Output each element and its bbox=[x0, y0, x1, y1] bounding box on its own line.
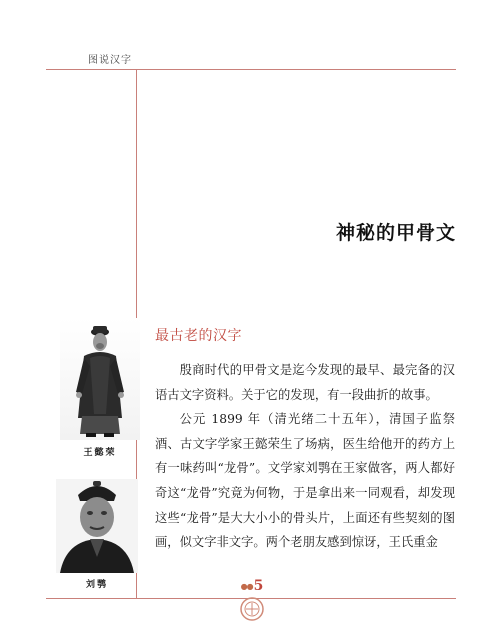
portrait-caption: 刘鹗 bbox=[85, 580, 108, 590]
header-rule bbox=[46, 69, 456, 70]
chapter-title: 神秘的甲骨文 bbox=[335, 222, 456, 244]
portrait-standing-man-icon bbox=[60, 318, 140, 440]
section-title: 最古老的汉字 bbox=[155, 328, 242, 344]
page-number-value: 5 bbox=[253, 578, 264, 594]
body-text bbox=[155, 358, 455, 555]
running-header: 图说汉字 bbox=[88, 55, 132, 66]
paragraph: 殷商时代的甲骨文是迄今发现的最早、最完备的汉语古文字资料。关于它的发现，有一段曲折的故事。 bbox=[155, 363, 455, 402]
seal-ornament bbox=[232, 596, 272, 626]
seal-ornament-icon bbox=[232, 596, 272, 622]
portrait-bust-man-icon bbox=[56, 479, 138, 573]
portrait-liu-e bbox=[56, 479, 138, 573]
portrait-caption: 王懿荣 bbox=[83, 448, 117, 458]
page-number bbox=[241, 578, 264, 594]
portrait-wang-yirong bbox=[60, 318, 140, 440]
paragraph: 公元 1899 年（清光绪二十五年），清国子监祭酒、古文字学家王懿荣生了场病，医生给他开的药方上有一味药叫“龙骨”。文学家刘鹗在王家做客，两人都好奇这“龙骨”究竟为何物，于是拿出来一同观看，却发现这些“龙骨”是大大小小的骨头片，上面还有些契刻的图画，似文字非文字。两个老朋友感到惊讶，王氏重金 bbox=[155, 412, 455, 550]
ornament-dots-icon: ●● bbox=[240, 581, 253, 591]
